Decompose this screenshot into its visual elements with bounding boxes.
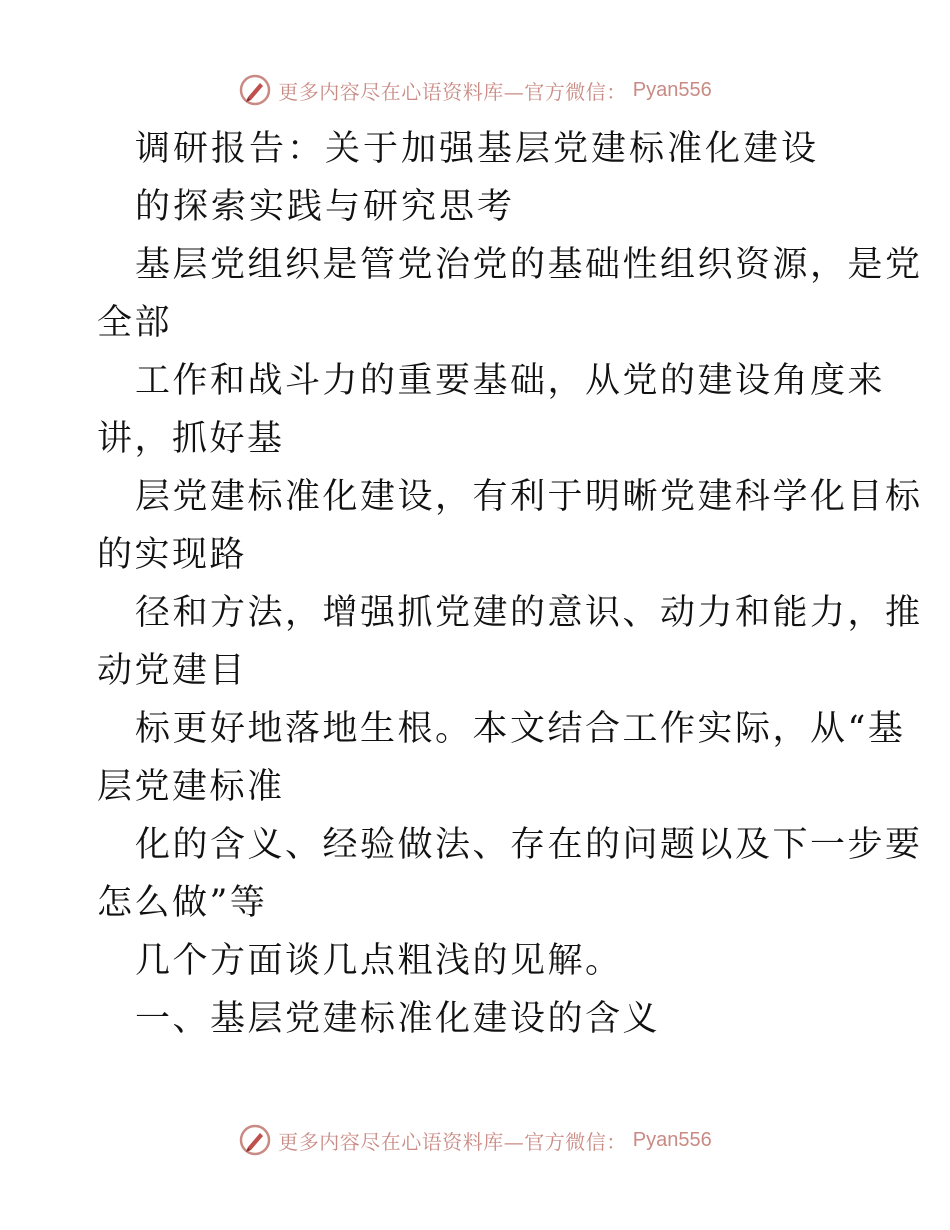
title-line-2: 的探索实践与研究思考	[135, 187, 516, 227]
body-line: 标更好地落地生根。本文结合工作实际，从“基	[135, 709, 906, 749]
document-body	[97, 120, 923, 1048]
pen-logo-icon	[238, 73, 272, 107]
pen-logo-icon	[238, 1123, 272, 1157]
watermark-text: 更多内容尽在心语资料库—官方微信：	[278, 79, 627, 104]
body-line: 讲，抓好基	[97, 419, 285, 459]
section-heading: 一、基层党建标准化建设的含义	[135, 999, 661, 1039]
watermark-footer	[0, 1120, 950, 1160]
title-line-1: 调研报告：关于加强基层党建标准化建设	[135, 129, 820, 169]
body-line: 工作和战斗力的重要基础，从党的建设角度来	[135, 361, 886, 401]
body-line: 化的含义、经验做法、存在的问题以及下一步要	[135, 825, 923, 865]
watermark-wechat-id: Pyan556	[632, 1128, 712, 1151]
body-line: 几个方面谈几点粗浅的见解。	[135, 941, 623, 981]
body-line: 的实现路	[97, 535, 248, 575]
body-line: 层党建标准	[97, 767, 285, 807]
watermark-wechat-id: Pyan556	[632, 78, 712, 101]
body-line: 动党建目	[97, 651, 248, 691]
body-line: 径和方法，增强抓党建的意识、动力和能力，推	[135, 593, 923, 633]
body-line: 全部	[97, 303, 173, 343]
watermark-text: 更多内容尽在心语资料库—官方微信：	[278, 1129, 627, 1154]
body-line: 怎么做”等	[97, 883, 268, 923]
body-line: 基层党组织是管党治党的基础性组织资源，是党	[135, 245, 923, 285]
body-line: 层党建标准化建设，有利于明晰党建科学化目标	[135, 477, 923, 517]
watermark-header	[0, 70, 950, 110]
